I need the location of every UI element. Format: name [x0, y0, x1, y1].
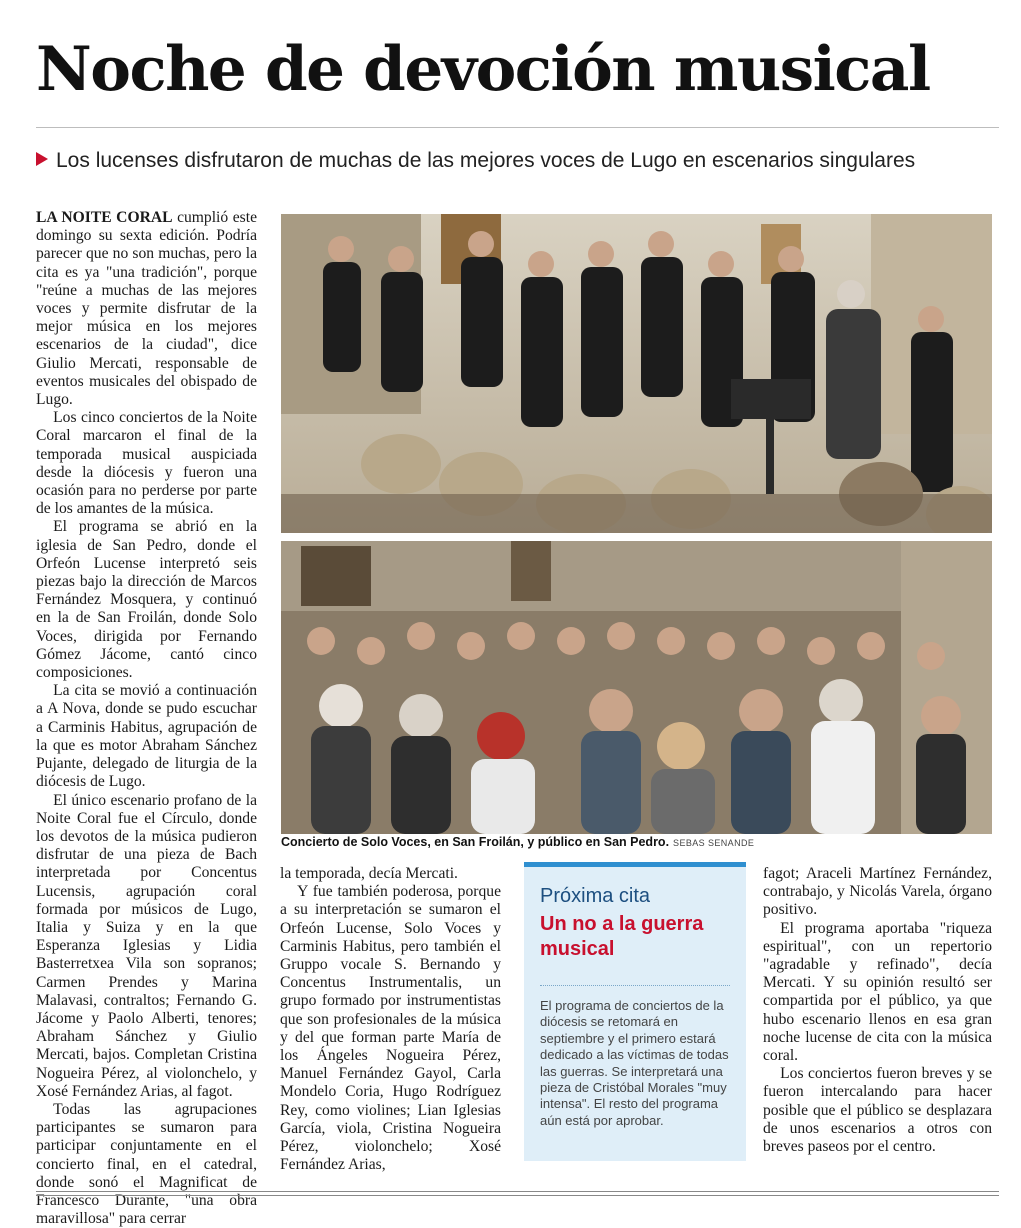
paragraph: La cita se movió a continuación a A Nova, donde se pudo escuchar a Carminis Habitus, agrupación de la que es motor Abraham Sánchez Pujante, delegado de liturgia de la diócesis de Lugo. — [36, 682, 257, 791]
paragraph: El programa se abrió en la iglesia de San Pedro, donde el Orfeón Lucense interpretó seis piezas bajo la dirección de Marcos Fernández Mosquera, y continuó en la de San Froilán, donde Solo Voces, dirigida por Fernando Gómez Jácome, cantó cinco composiciones. — [36, 518, 257, 682]
photo-choir — [281, 214, 992, 533]
photo-audience — [281, 541, 992, 834]
paragraph: El programa aportaba "riqueza espiritual", con un repertorio "agradable y refinado", decía Mercati. Y su opinión resultó ser compartida por el público, ya que hubo escenario llenos en esa gran noche lucense de cita con la música coral. — [763, 919, 992, 1065]
photo-caption — [281, 834, 992, 851]
paragraph: la temporada, decía Mercati. — [280, 865, 458, 882]
box-kicker: Próxima cita — [540, 885, 651, 907]
red-triangle-icon — [36, 152, 48, 166]
article-column-2 — [280, 865, 501, 1174]
lead-in: LA NOITE CORAL — [36, 209, 173, 226]
paragraph-text: cumplió este domingo su sexta edición. Podría parecer que no son muchas, pero la cita es ya "una tradición", porque "reúne a muchas de las mejores voces y permite disfrutar de la mejor música en los mejores escenarios de la ciudad", dice Giulio Mercati, responsable de eventos musicales del obispado de Lugo. — [36, 209, 257, 409]
choir-photo-illustration — [281, 214, 992, 533]
box-title: Un no a la guerra musical — [540, 913, 704, 960]
subheadline-text: Los lucenses disfrutaron de muchas de las mejores voces de Lugo en escenarios singulares — [56, 149, 916, 172]
paragraph: El único escenario profano de la Noite Coral fue el Círculo, donde los devotos de la música pudieron disfrutar de una pieza de Bach interpretada por Concentus Lucensis, agrupación coral formada por músicos de Lugo, Italia y Suiza y en la que Esperanza Iglesias y Lidia Basterretxea Vila son sopranos; Carmen Prendes y Marina Malavasi, contraltos; Fernando G. Jácome y Paolo Alberti, tenores; Abraham Sánchez y Giulio Mercati, bajos. Completan Cristina Nogueira Pérez, al violonchelo, y Xosé Fernández Arias, al fagot. — [36, 791, 257, 1100]
subheadline — [36, 147, 996, 175]
audience-photo-illustration — [281, 541, 992, 834]
box-body: El programa de conciertos de la diócesis se retomará en septiembre y el primero estará dedicado a las víctimas de todas las guerras. Se interpretará una pieza de Cristóbal Morales "muy intensa". El resto del programa aún está por aprobar. — [540, 998, 729, 1128]
paragraph: Los conciertos fueron breves y se fueron intercalando para hacer posible que el público se desplazara de unos escenarios a otros con breves paseos por el centro. — [763, 1065, 992, 1156]
sidebar-box — [524, 862, 746, 1161]
headline: Noche de devoción musical — [36, 34, 930, 105]
paragraph: fagot; Araceli Martínez Fernández, contrabajo, y Nicolás Varela, órgano positivo. — [763, 865, 992, 919]
header-rule — [36, 127, 999, 128]
paragraph: Y fue también poderosa, porque a su interpretación se sumaron el Orfeón Lucense, Solo Voces y Carminis Habitus, pero también el Gruppo vocale S. Bernando y Concentus Instrumentalis, un grupo formado por instrumentistas que son profesionales de la música y del que forman parte María de los Ángeles Nogueira Pérez, Manuel Fernández Gayol, Carla Mondelo Coria, Hugo Rodríguez Rey, como violines; Lian Iglesias García, viola, Cristina Nogueira Pérez, violonchelo; Xosé Fernández Arias, — [280, 883, 501, 1174]
footer-rule — [36, 1191, 999, 1192]
box-divider — [540, 985, 730, 986]
paragraph: Todas las agrupaciones participantes se sumaron para participar conjuntamente en el concierto final, en el catedral, donde sonó el Magnificat de Francesco Durante, "una obra maravillosa" para cerrar — [36, 1100, 257, 1228]
paragraph: Los cinco conciertos de la Noite Coral marcaron el final de la temporada musical auspiciada desde la diócesis y fueron una ocasión para no perderse por parte de los amantes de la música. — [36, 409, 257, 518]
paragraph — [36, 209, 257, 409]
caption-text: Concierto de Solo Voces, en San Froilán, y público en San Pedro. — [281, 835, 670, 849]
footer-rule — [36, 1195, 999, 1196]
article-column-1 — [36, 209, 257, 1228]
article-column-4 — [763, 865, 992, 1156]
photo-credit: SEBAS SENANDE — [673, 838, 755, 848]
